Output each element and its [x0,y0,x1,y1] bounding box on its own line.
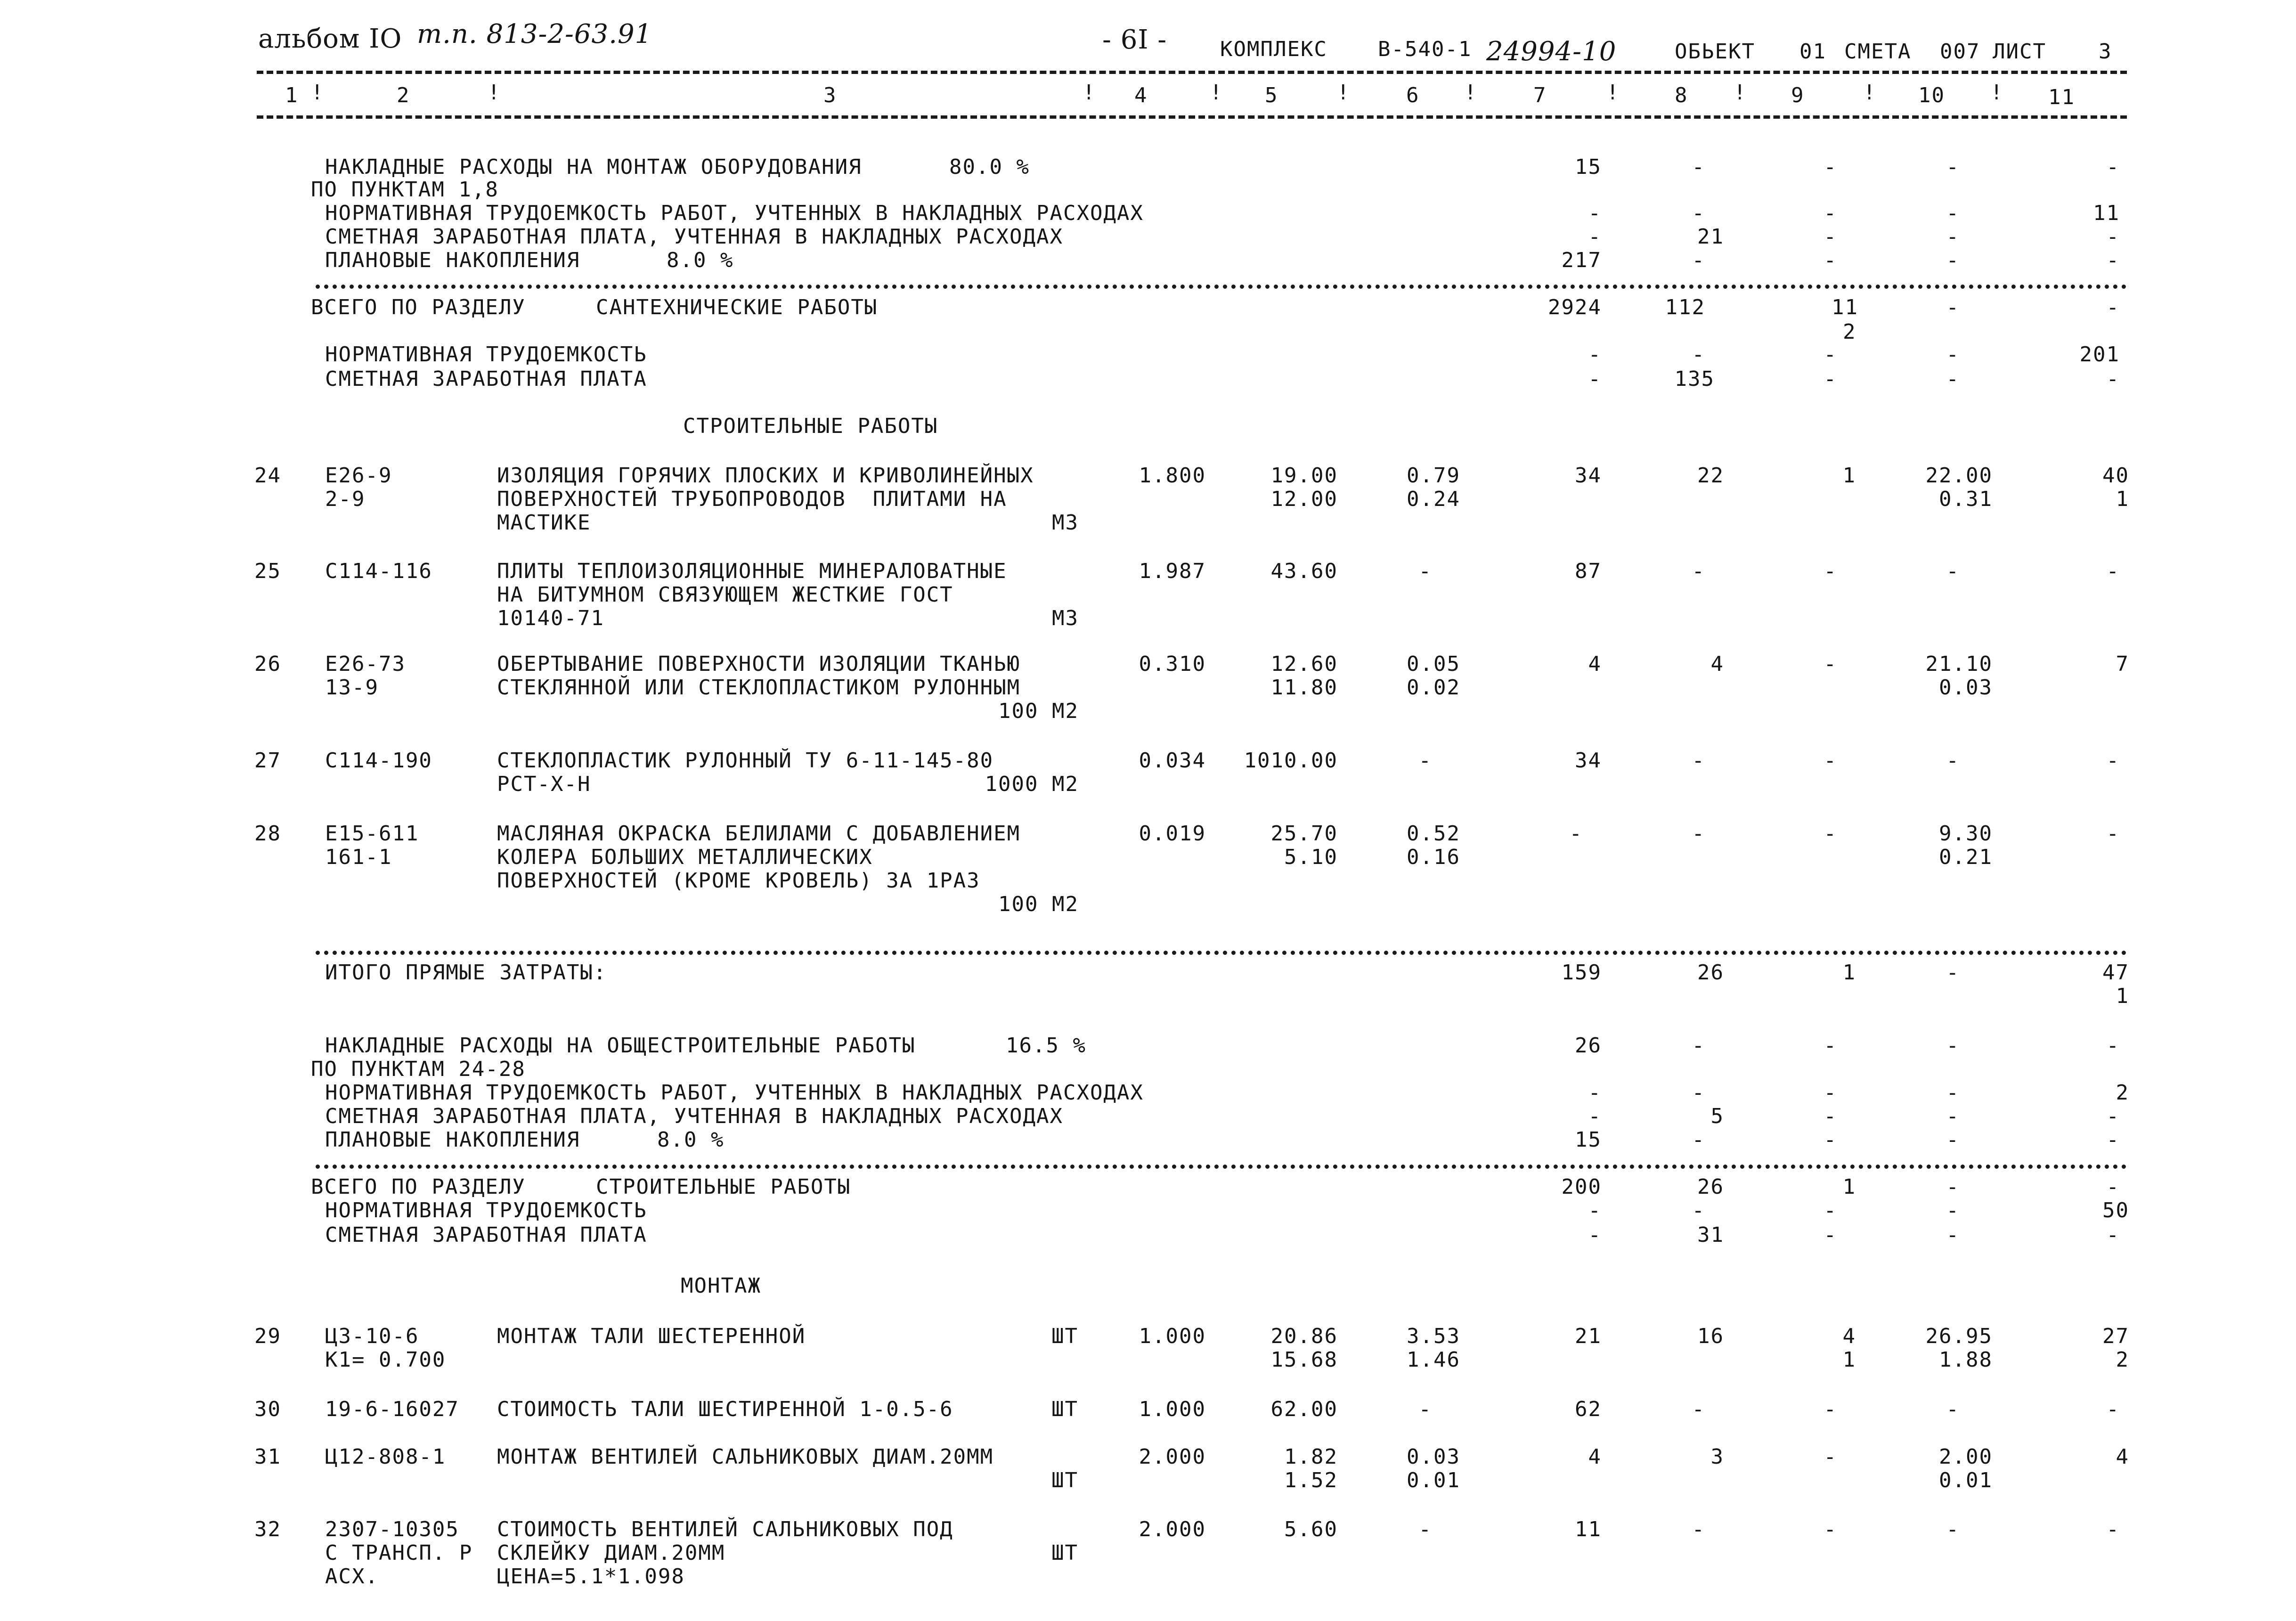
cell-c11: - [2106,367,2120,391]
cell-c8: - [1692,342,1705,367]
cell-c5: 20.86 15.68 [1270,1324,1338,1372]
cell-c8: - [1692,822,1705,846]
cell-c9: 1 [1842,961,1856,985]
cell-c10: - [1946,342,1960,367]
cell-c11: - [2106,559,2120,583]
row-description: МОНТАЖ ТАЛИ ШЕСТЕРЕННОЙ [497,1324,806,1348]
cell-c9: - [1824,1517,1837,1541]
labor-label: НОРМАТИВНАЯ ТРУДОЕМКОСТЬ РАБОТ, УЧТЕННЫХ В НАКЛАДНЫХ РАСХОДАХ [325,201,1144,225]
cell-c9: - [1824,1198,1837,1222]
cell-c8: 5 [1710,1104,1724,1128]
row-unit: ШТ [1051,1324,1078,1348]
savings-percent: 8.0 % [667,248,734,272]
cell-c4: 1.987 [1139,559,1206,583]
cell-c10: - [1946,961,1960,985]
row-unit: ШТ [1051,1541,1078,1565]
row-number: 32 [254,1517,281,1541]
overhead-title: НАКЛАДНЫЕ РАСХОДЫ НА ОБЩЕСТРОИТЕЛЬНЫЕ РАБОТЫ [325,1034,916,1058]
cell-c8: 4 [1710,652,1724,676]
col-separator: ! [1337,81,1351,105]
cell-c10: - [1946,155,1960,179]
row-description: ИЗОЛЯЦИЯ ГОРЯЧИХ ПЛОСКИХ И КРИВОЛИНЕЙНЫХ ПОВЕРХНОСТЕЙ ТРУБОПРОВОДОВ ПЛИТАМИ НА МАСТИКЕ [497,464,1034,535]
cell-c9: 11 [1832,295,1858,319]
complex-code: В-540-1 [1378,37,1472,61]
row-code: С114-116 [325,559,432,583]
cell-c9: - [1824,652,1837,676]
overhead-percent: 16.5 % [1006,1034,1086,1058]
labor-label: НОРМАТИВНАЯ ТРУДОЕМКОСТЬ РАБОТ, УЧТЕННЫХ В НАКЛАДНЫХ РАСХОДАХ [325,1081,1144,1105]
row-number: 24 [254,464,281,488]
col-num-11: 11 [2048,85,2075,109]
cell-c10: - [1946,559,1960,583]
col-num-5: 5 [1265,83,1278,107]
col-num-3: 3 [823,83,837,107]
cell-c6: 3.53 1.46 [1407,1324,1460,1372]
cell-c8: - [1692,1034,1705,1058]
overhead-items: ПО ПУНКТАМ 24-28 [311,1057,526,1081]
cell-c8: - [1692,201,1705,225]
cell-c9: - [1824,1128,1837,1152]
col-separator: ! [311,81,325,105]
cell-c7: 34 [1575,749,1602,773]
cell-c9: - [1824,749,1837,773]
cell-c9: - [1824,248,1837,272]
col-num-6: 6 [1406,83,1420,107]
cell-c8: - [1692,1517,1705,1541]
col-separator: ! [1606,81,1620,105]
cell-c10: - [1946,248,1960,272]
savings-label: ПЛАНОВЫЕ НАКОПЛЕНИЯ [325,248,580,272]
cell-c7: 4 [1588,652,1602,676]
cell-c10: 9.30 0.21 [1939,822,1993,869]
cell-c7: 4 [1588,1445,1602,1469]
cell-c10: 21.10 0.03 [1925,652,1993,700]
row-unit: 100 М2 [998,892,1079,916]
norm-label: НОРМАТИВНАЯ ТРУДОЕМКОСТЬ [325,342,647,367]
cell-c10: - [1946,1128,1960,1152]
cell-c7: - [1569,822,1583,846]
cell-c6: 0.79 0.24 [1407,464,1460,511]
subtotal-rule [316,1165,2127,1169]
row-unit: М3 [1052,511,1079,535]
cell-c9: - [1824,155,1837,179]
cell-c5: 43.60 [1270,559,1338,583]
cell-c8: - [1692,559,1705,583]
cell-c11: - [2106,1175,2120,1199]
cell-c4: 0.019 [1139,822,1206,846]
cell-c8: 3 [1710,1445,1724,1469]
cell-c8: 16 [1697,1324,1724,1348]
cell-c7: 2924 [1548,295,1602,319]
project-code-handwritten: т.п. 813-2-63.91 [417,19,652,49]
wage-label: СМЕТНАЯ ЗАРАБОТНАЯ ПЛАТА, УЧТЕННАЯ В НАКЛАДНЫХ РАСХОДАХ [325,225,1063,249]
row-description: МОНТАЖ ВЕНТИЛЕЙ САЛЬНИКОВЫХ ДИАМ.20ММ [497,1445,994,1469]
cell-c8: 26 [1697,961,1724,985]
cell-c9: - [1824,367,1837,391]
row-number: 26 [254,652,281,676]
header-rule-top [257,71,2127,74]
cell-c5: 1.82 1.52 [1284,1445,1338,1492]
direct-costs-label: ИТОГО ПРЯМЫЕ ЗАТРАТЫ: [325,961,607,985]
cell-c8: - [1692,1081,1705,1105]
col-num-10: 10 [1918,83,1945,107]
cell-c11: 27 2 [2102,1324,2129,1372]
cell-c7: 21 [1575,1324,1602,1348]
row-code: 2307-10305 С ТРАНСП. Р АСХ. [325,1517,473,1588]
cell-c4: 1.000 [1139,1324,1206,1348]
col-num-9: 9 [1791,83,1805,107]
col-num-8: 8 [1675,83,1688,107]
row-number: 25 [254,559,281,583]
album-label: альбом IO [258,24,402,54]
subtotal-rule [316,285,2127,289]
savings-label: ПЛАНОВЫЕ НАКОПЛЕНИЯ [325,1128,580,1152]
cell-c10: - [1946,295,1960,319]
cell-c6: - [1418,1517,1432,1541]
cell-c10: - [1946,1517,1960,1541]
estimate-label: СМЕТА [1844,40,1912,64]
cell-c7: 62 [1575,1397,1602,1421]
cell-c8: - [1692,155,1705,179]
row-unit: 100 М2 [998,699,1079,723]
row-code: Ц3-10-6 К1= 0.700 [325,1324,446,1372]
col-num-7: 7 [1533,83,1547,107]
cell-c6: 0.03 0.01 [1407,1445,1460,1492]
cell-c10: - [1946,367,1960,391]
row-number: 30 [254,1397,281,1421]
cell-c4: 2.000 [1139,1445,1206,1469]
cell-c4: 0.034 [1139,749,1206,773]
cell-c6: 0.52 0.16 [1407,822,1460,869]
cell-c8: - [1692,1397,1705,1421]
row-description: СТЕКЛОПЛАСТИК РУЛОННЫЙ ТУ 6-11-145-80 РСТ-Х-Н [497,749,994,796]
cell-c11: 40 1 [2102,464,2129,511]
subtotal-rule [316,951,2127,955]
object-label: ОБЬЕКТ [1675,40,1755,64]
cell-c11-sub: 1 [2116,984,2129,1008]
header-rule-bottom [257,115,2127,119]
cell-c6: - [1418,1397,1432,1421]
cell-c8: 26 [1697,1175,1724,1199]
cell-c11: - [2106,1397,2120,1421]
cell-c4: 0.310 [1139,652,1206,676]
cell-c8: 31 [1697,1223,1724,1247]
row-number: 28 [254,822,281,846]
cell-c9: - [1824,1445,1837,1469]
total-label: ВСЕГО ПО РАЗДЕЛУ [311,1175,526,1199]
total-section-name: САНТЕХНИЧЕСКИЕ РАБОТЫ [596,295,878,319]
col-num-2: 2 [397,83,410,107]
cell-c11: 47 [2102,961,2129,985]
cell-c9: - [1824,1223,1837,1247]
cell-c11: 4 [2116,1445,2129,1469]
swage-label: СМЕТНАЯ ЗАРАБОТНАЯ ПЛАТА [325,1223,647,1247]
cell-c9: - [1824,342,1837,367]
overhead-title: НАКЛАДНЫЕ РАСХОДЫ НА МОНТАЖ ОБОРУДОВАНИЯ [325,155,862,179]
section-title-installation: МОНТАЖ [681,1274,761,1298]
col-separator: ! [488,81,501,105]
cell-c7: - [1588,342,1602,367]
object-number: 01 [1799,40,1826,64]
overhead-items: ПО ПУНКТАМ 1,8 [311,178,499,202]
cell-c9-sub: 2 [1843,320,1856,344]
cell-c9: - [1824,1081,1837,1105]
row-number: 27 [254,749,281,773]
cell-c8: 21 [1697,225,1724,249]
cell-c7: - [1588,367,1602,391]
cell-c7: 217 [1561,248,1602,272]
cell-c5: 5.60 [1284,1517,1338,1541]
cell-c9: - [1824,1104,1837,1128]
col-num-1: 1 [285,83,299,107]
norm-label: НОРМАТИВНАЯ ТРУДОЕМКОСТЬ [325,1198,647,1222]
cell-c11: - [2106,295,2120,319]
col-separator: ! [1083,81,1096,105]
cell-c9: - [1824,1034,1837,1058]
cell-c11: - [2106,225,2120,249]
col-separator: ! [1990,81,2004,105]
cell-c8: 135 [1674,367,1715,391]
cell-c11: - [2106,1517,2120,1541]
cell-c11: 11 [2093,201,2120,225]
cell-c6: - [1418,749,1432,773]
cell-c7: 87 [1575,559,1602,583]
overhead-percent: 80.0 % [949,155,1030,179]
cell-c10: - [1946,1198,1960,1222]
cell-c7: 11 [1575,1517,1602,1541]
col-num-4: 4 [1134,83,1148,107]
cell-c10: 26.95 1.88 [1925,1324,1993,1372]
cell-c8: 112 [1665,295,1705,319]
wage-label: СМЕТНАЯ ЗАРАБОТНАЯ ПЛАТА, УЧТЕННАЯ В НАКЛАДНЫХ РАСХОДАХ [325,1104,1063,1128]
cell-c7: - [1588,225,1602,249]
cell-c4: 1.000 [1139,1397,1206,1421]
cell-c9: - [1824,201,1837,225]
cell-c9: 1 [1842,1175,1856,1199]
row-description: СТОИМОСТЬ ВЕНТИЛЕЙ САЛЬНИКОВЫХ ПОД СКЛЕЙКУ ДИАМ.20ММ ЦЕНА=5.1*1.098 [497,1517,953,1588]
cell-c10: - [1946,1034,1960,1058]
cell-c11: - [2106,1223,2120,1247]
cell-c7: - [1588,201,1602,225]
savings-percent: 8.0 % [657,1128,725,1152]
cell-c10: - [1946,1081,1960,1105]
row-code: Ц12-808-1 [325,1445,446,1469]
cell-c11: - [2106,1034,2120,1058]
row-code: 19-6-16027 [325,1397,459,1421]
cell-c9: - [1824,1397,1837,1421]
total-section-name: СТРОИТЕЛЬНЫЕ РАБОТЫ [596,1175,851,1199]
cell-c11: 50 [2102,1198,2129,1222]
cell-c5: 1010.00 [1244,749,1338,773]
cell-c5: 25.70 5.10 [1270,822,1338,869]
cell-c11: - [2106,749,2120,773]
cell-c6: 0.05 0.02 [1407,652,1460,700]
sheet-label: ЛИСТ [1993,40,2046,64]
cell-c4: 2.000 [1139,1517,1206,1541]
cell-c11: - [2106,1104,2120,1128]
row-unit: М3 [1052,606,1079,630]
cell-c8: 22 [1697,464,1724,488]
cell-c7: 15 [1575,155,1602,179]
cell-c10: 22.00 0.31 [1925,464,1993,511]
cell-c11: - [2106,155,2120,179]
cell-c7: - [1588,1198,1602,1222]
cell-c5: 19.00 12.00 [1270,464,1338,511]
cell-c7: 34 [1575,464,1602,488]
col-separator: ! [1210,81,1223,105]
cell-c8: - [1692,248,1705,272]
complex-label: КОМПЛЕКС [1220,37,1327,61]
row-description: ОБЕРТЫВАНИЕ ПОВЕРХНОСТИ ИЗОЛЯЦИИ ТКАНЬЮ СТЕКЛЯННОЙ ИЛИ СТЕКЛОПЛАСТИКОМ РУЛОННЫМ [497,652,1021,700]
cell-c10: - [1946,1104,1960,1128]
row-unit: ШТ [1051,1468,1078,1492]
row-code: Е26-73 13-9 [325,652,406,700]
cell-c6: - [1418,559,1432,583]
cell-c7: 15 [1575,1128,1602,1152]
cell-c11: 7 [2116,652,2129,676]
row-code: Е26-9 2-9 [325,464,392,511]
row-code: Е15-611 161-1 [325,822,419,869]
cell-c8: - [1692,1128,1705,1152]
cell-c5: 62.00 [1270,1397,1338,1421]
cell-c8: - [1692,749,1705,773]
page-number: - 6I - [1102,24,1167,55]
cell-c9: - [1824,822,1837,846]
section-title-construction: СТРОИТЕЛЬНЫЕ РАБОТЫ [683,414,938,438]
cell-c11: 201 [2079,342,2120,367]
cell-c7: 26 [1575,1034,1602,1058]
cell-c7: - [1588,1223,1602,1247]
row-code: С114-190 [325,749,432,773]
cell-c11: - [2106,822,2120,846]
cell-c7: 159 [1561,961,1602,985]
cell-c10: - [1946,201,1960,225]
row-unit: ШТ [1051,1397,1078,1421]
sheet-number: 3 [2099,40,2112,64]
cell-c8: - [1692,1198,1705,1222]
row-description: СТОИМОСТЬ ТАЛИ ШЕСТИРЕННОЙ 1-0.5-6 [497,1397,953,1421]
row-description: ПЛИТЫ ТЕПЛОИЗОЛЯЦИОННЫЕ МИНЕРАЛОВАТНЫЕ НА БИТУМНОМ СВЯЗУЮЩЕМ ЖЕСТКИЕ ГОСТ 10140-71 [497,559,1007,630]
col-separator: ! [1734,81,1747,105]
col-separator: ! [1863,81,1877,105]
col-separator: ! [1464,81,1478,105]
cell-c9: 1 [1842,464,1856,488]
cell-c9: - [1824,559,1837,583]
cell-c5: 12.60 11.80 [1270,652,1338,700]
cell-c11: - [2106,1128,2120,1152]
row-number: 31 [254,1445,281,1469]
cell-c11: - [2106,248,2120,272]
total-label: ВСЕГО ПО РАЗДЕЛУ [311,295,526,319]
cell-c9: - [1824,225,1837,249]
cell-c10: - [1946,1175,1960,1199]
cell-c7: - [1588,1104,1602,1128]
cell-c10: - [1946,1397,1960,1421]
cell-c10: - [1946,1223,1960,1247]
cell-c7: 200 [1561,1175,1602,1199]
cell-c10: - [1946,749,1960,773]
row-description: МАСЛЯНАЯ ОКРАСКА БЕЛИЛАМИ С ДОБАВЛЕНИЕМ КОЛЕРА БОЛЬШИХ МЕТАЛЛИЧЕСКИХ ПОВЕРХНОСТЕЙ (КРОМЕ КРОВЕЛЬ) ЗА 1РАЗ [497,822,1021,893]
handwritten-number: 24994-10 [1486,36,1617,67]
row-number: 29 [254,1324,281,1348]
cell-c10: 2.00 0.01 [1939,1445,1993,1492]
cell-c7: - [1588,1081,1602,1105]
cell-c11: 2 [2116,1081,2129,1105]
cell-c9: 4 1 [1842,1324,1856,1372]
cell-c10: - [1946,225,1960,249]
cell-c4: 1.800 [1139,464,1206,488]
swage-label: СМЕТНАЯ ЗАРАБОТНАЯ ПЛАТА [325,367,647,391]
row-unit: 1000 М2 [985,772,1079,796]
estimate-number: 007 [1940,40,1980,64]
